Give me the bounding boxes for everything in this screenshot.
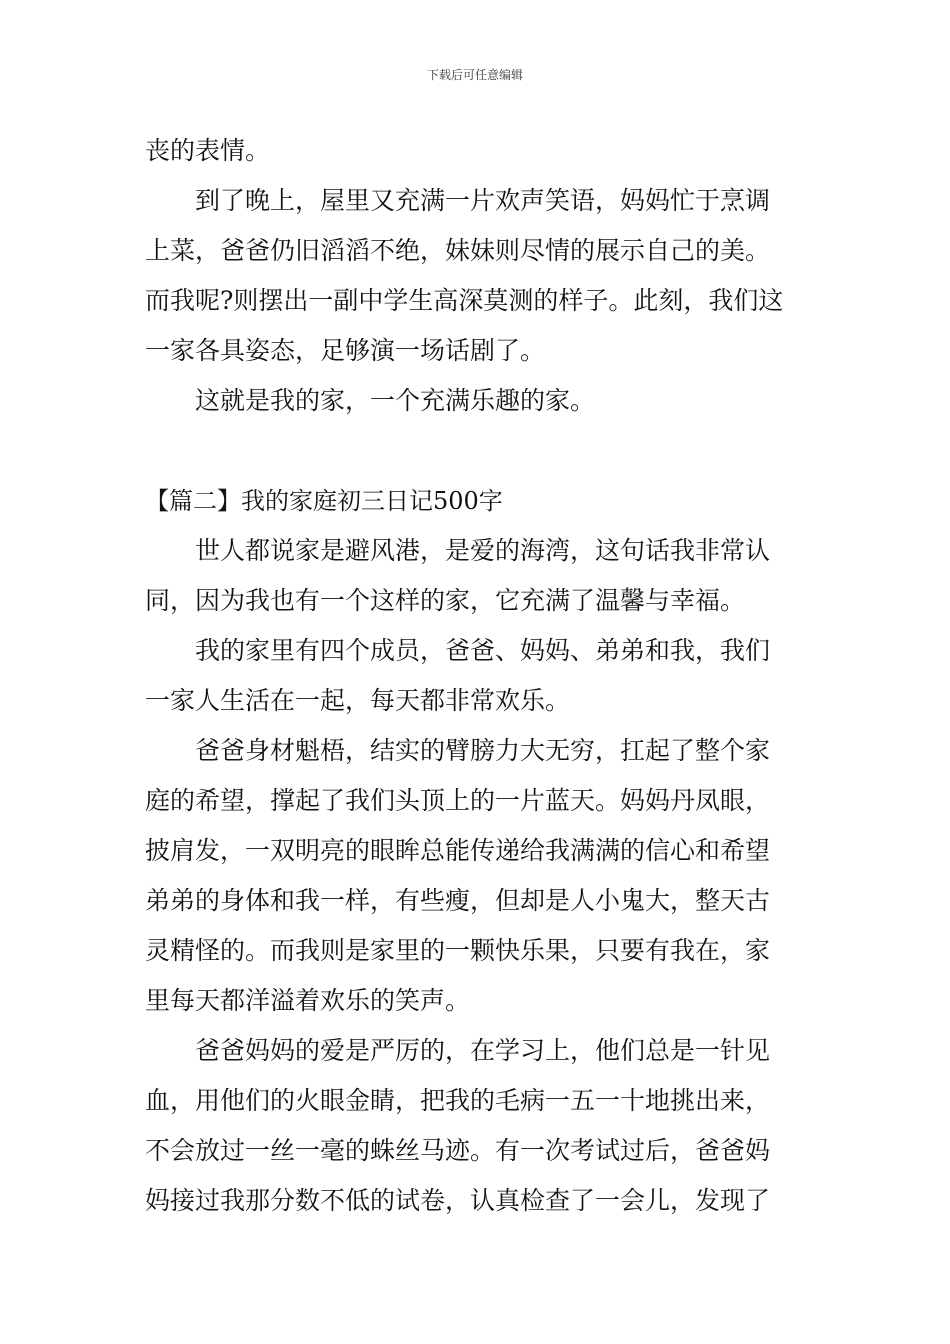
text-line: 里每天都洋溢着欢乐的笑声。 (145, 986, 471, 1015)
section-title: 【篇二】我的家庭初三日记500字 (145, 487, 503, 515)
text-line: 灵精怪的。而我则是家里的一颗快乐果，只要有我在，家 (145, 936, 771, 965)
text-line: 到了晚上，屋里又充满一片欢声笑语，妈妈忙于烹调 (195, 186, 771, 215)
text-line: 这就是我的家，一个充满乐趣的家。 (195, 386, 596, 415)
text-line: 同，因为我也有一个这样的家，它充满了温馨与幸福。 (145, 586, 746, 615)
text-line: 不会放过一丝一毫的蛛丝马迹。有一次考试过后，爸爸妈 (145, 1136, 771, 1165)
text-line: 一家各具姿态，足够演一场话剧了。 (145, 336, 546, 365)
text-line: 上菜，爸爸仍旧滔滔不绝，妹妹则尽情的展示自己的美。 (145, 236, 771, 265)
text-line: 披肩发，一双明亮的眼眸总能传递给我满满的信心和希望 (145, 836, 771, 865)
section-gap (145, 426, 810, 476)
text-line: 世人都说家是避风港，是爱的海湾，这句话我非常认 (195, 536, 771, 565)
text-line: 丧的表情。 (145, 136, 271, 165)
text-line: 血，用他们的火眼金睛，把我的毛病一五一十地挑出来， (145, 1086, 771, 1115)
text-line: 一家人生活在一起，每天都非常欢乐。 (145, 686, 571, 715)
paragraph (145, 726, 810, 1026)
paragraph (145, 126, 810, 176)
document-body (145, 126, 810, 1226)
text-line: 妈接过我那分数不低的试卷，认真检查了一会儿，发现了 (145, 1186, 771, 1215)
paragraph (145, 376, 810, 426)
text-line: 爸爸妈妈的爱是严厉的，在学习上，他们总是一针见 (195, 1036, 771, 1065)
text-line: 我的家里有四个成员，爸爸、妈妈、弟弟和我，我们 (195, 636, 771, 665)
text-line: 爸爸身材魁梧，结实的臂膀力大无穷，扛起了整个家 (195, 736, 771, 765)
paragraph (145, 176, 810, 376)
paragraph (145, 626, 810, 726)
paragraph (145, 526, 810, 626)
text-line: 庭的希望，撑起了我们头顶上的一片蓝天。妈妈丹凤眼， (145, 786, 771, 815)
page-header: 下载后可任意编辑 (426, 68, 523, 82)
text-line: 而我呢?则摆出一副中学生高深莫测的样子。此刻，我们这 (145, 286, 784, 315)
text-line: 弟弟的身体和我一样，有些瘦，但却是人小鬼大，整天古 (145, 886, 771, 915)
paragraph (145, 1026, 810, 1226)
